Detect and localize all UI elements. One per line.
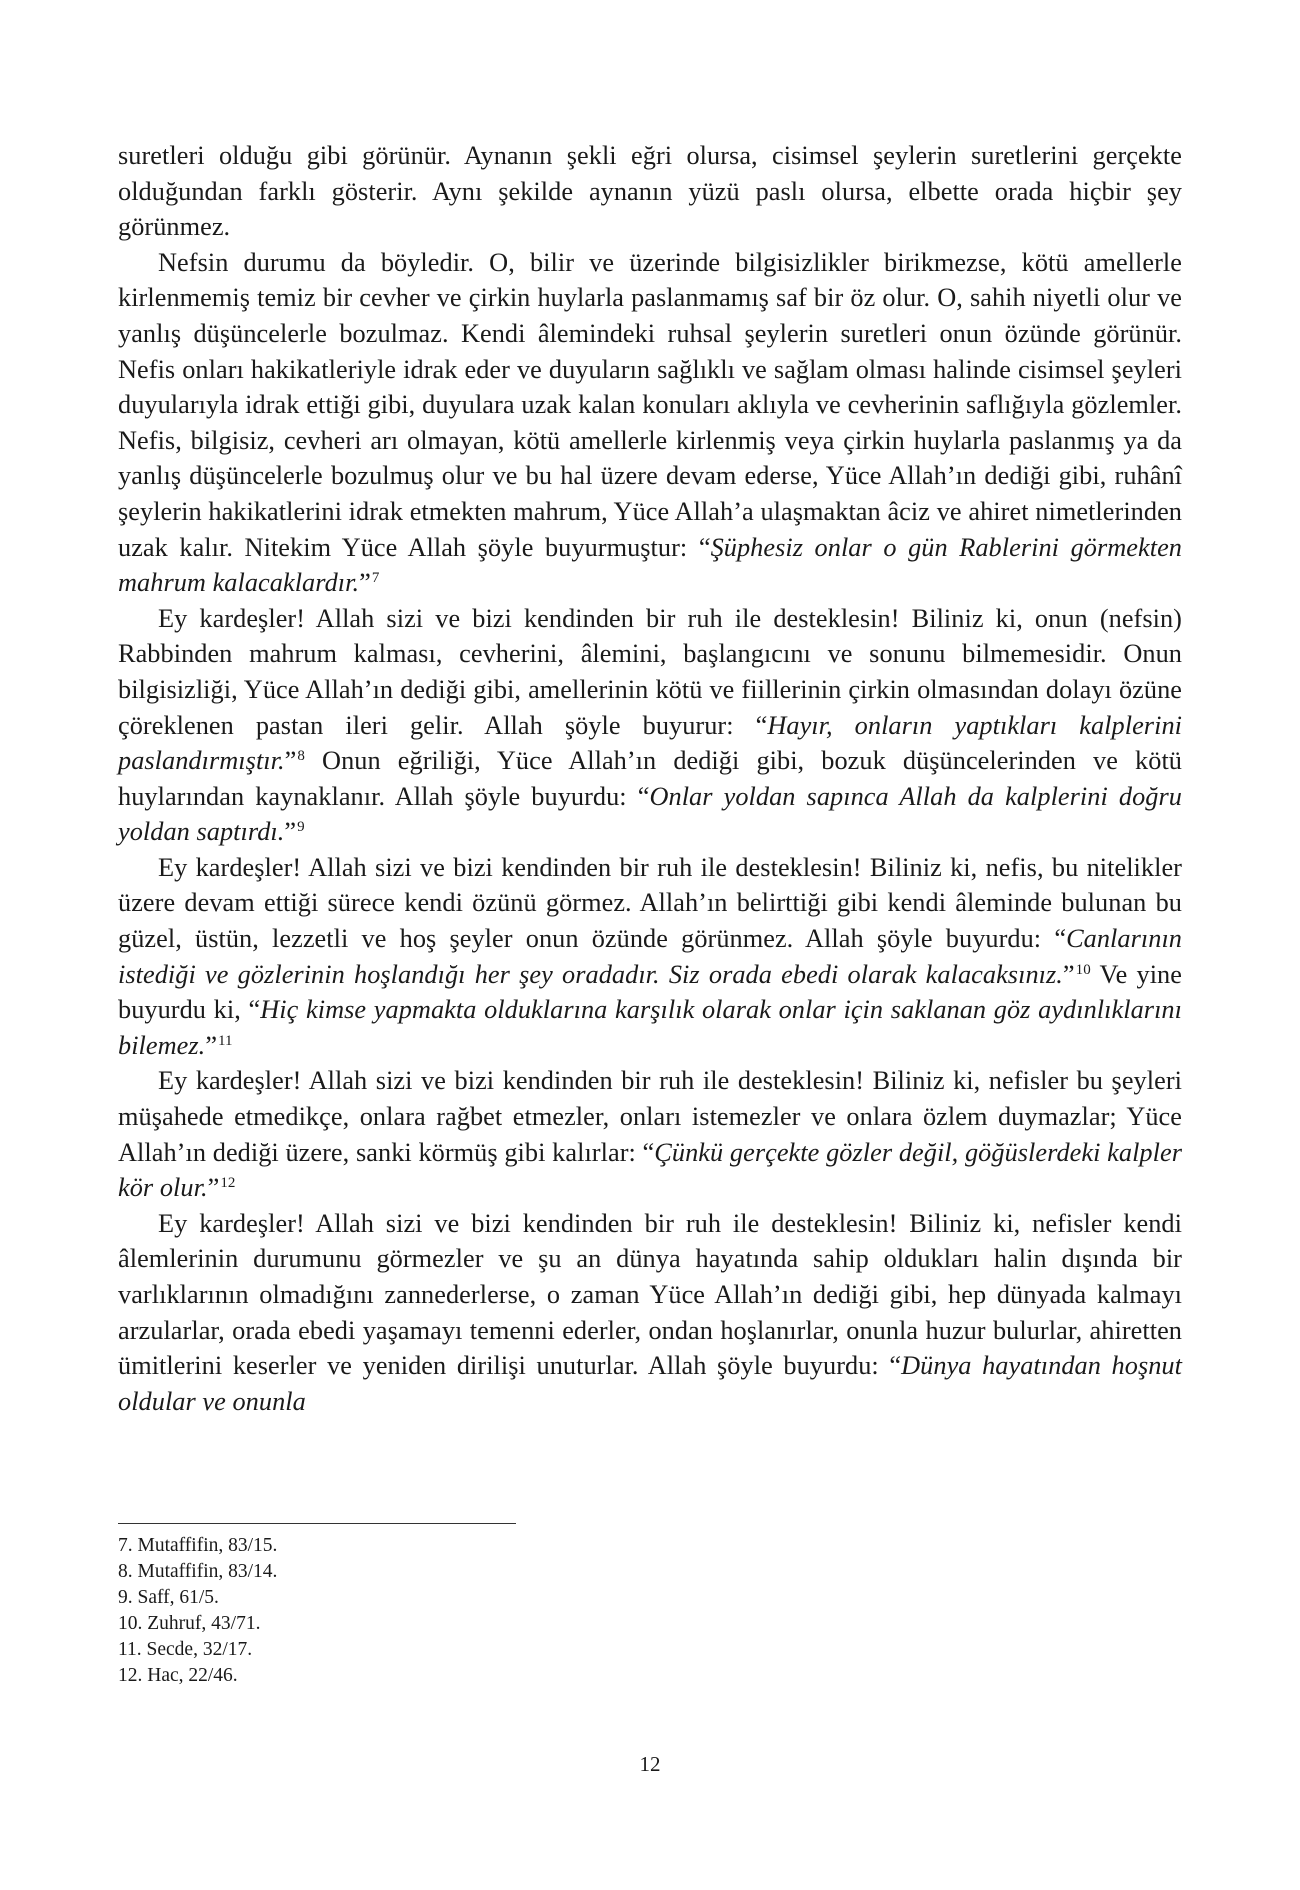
paragraph [118,245,1182,601]
footnote-ref: 11 [218,1032,233,1049]
footnote-divider [118,1523,516,1524]
text-run: Onun eğriliği, Yüce Allah’ın dediği gibi, bozuk düşüncelerinden ve kötü huylarından kaynaklanır. Allah şöyle buyurdu: “ [118,746,1182,811]
paragraph [118,850,1182,1064]
footnotes [118,1533,818,1690]
text-run: ” [1062,959,1075,989]
text-run: Ey kardeşler! Allah sizi ve bizi kendinden bir ruh ile desteklesin! Biliniz ki, nefis, bu nitelikler üzere devam ettiği sürece kendi özünü görmez. Allah’ın belirttiği gibi kendi âleminde bulunan bu güzel, üstün, lezzetli ve hoş şeyler onun özünde görünmez. Allah şöyle buyurdu: “ [118,852,1182,954]
paragraph [118,138,1182,245]
footnote: 8. Mutaffifin, 83/14. [118,1561,278,1583]
paragraph [118,601,1182,850]
footnote-ref: 12 [220,1175,236,1192]
page-number: 12 [639,1752,661,1776]
quote-text: Şüphesiz onlar o gün Rablerini görmekten mahrum kalacaklardır. [118,532,1183,598]
quote-text: Canlarının istediği ve gözlerinin hoşlandığı her şey oradadır. Siz orada ebedi olarak kalacaksınız. [118,924,1182,989]
footnote: 11. Secde, 32/17. [118,1639,253,1661]
text-run: Nefsin durumu da böyledir. O, bilir ve üzerinde bilgisizlikler birikmezse, kötü amellerle kirlenmemiş temiz bir cevher ve çirkin huylarla paslanmamış saf bir öz olur. O, sahih niyetli olur ve yanlış düşüncelerle bozulmaz. Kendi âlemindeki ruhsal şeylerin suretleri onun özünde görünür. Nefis onları hakikatleriyle idrak eder ve duyuların sağlıklı ve sağlam olması halinde cisimsel şeyleri duyularıyla idrak ettiği gibi, duyulara uzak kalan konuları aklıyla ve cevherinin saflığıyla gözlemler. Nefis, bilgisiz, cevheri arı olmayan, kötü amellerle kirlenmiş veya çirkin huylarla paslanmış ya da yanlış düşüncelerle bozulmuş olur ve bu hal üzere devam ederse, Yüce Allah’ın dediği gibi, ruhânî şeylerin hakikatlerini idrak etmekten mahrum, Yüce Allah’a ulaşmaktan âciz ve ahiret nimetlerinden uzak kalır. Nitekim Yüce Allah şöyle buyurmuştur: “ [118,247,1182,562]
paragraph [118,1206,1182,1420]
text-run: Ey kardeşler! Allah sizi ve bizi kendinden bir ruh ile desteklesin! Biliniz ki, onun (nefsin) Rabbinden mahrum kalması, cevherini, âlemini, başlangıcını ve sonunu bilmemesidir. Onun bilgisizliği, Yüce Allah’ın dediği gibi, amellerinin kötü ve fiillerinin çirkin olmasından dolayı özüne çöreklenen pastan ileri gelir. Allah şöyle buyurur: “ [118,603,1182,740]
footnote: 9. Saff, 61/5. [118,1587,219,1609]
text-run: ” [284,746,297,776]
text-run: Ve yine buyurdu ki, “ [118,959,1182,1025]
footnote-ref: 8 [297,748,305,765]
footnote-ref: 10 [1075,961,1091,978]
text-run: Ey kardeşler! Allah sizi ve bizi kendinden bir ruh ile desteklesin! Biliniz ki, nefisler kendi âlemlerinin durumunu görmezler ve şu an dünya hayatında sahip oldukları halin dışında bir varlıklarının olmadığını zannederlerse, o zaman Yüce Allah’ın dediği gibi, hep dünyada kalmayı arzularlar, orada ebedi yaşamayı temenni ederler, ondan hoşlanırlar, onunla huzur bulurlar, ahiretten ümitlerini keserler ve yeniden dirilişi unuturlar. Allah şöyle buyurdu: “ [118,1208,1182,1381]
footnote-ref: 9 [297,819,305,836]
footnote: 10. Zuhruf, 43/71. [118,1613,261,1635]
text-run: ” [205,1030,218,1060]
footnote-ref: 7 [371,570,380,587]
main-text [118,138,1182,1419]
quote-text: Dünya hayatından hoşnut oldular ve onunla [118,1351,1182,1416]
text-run: Ey kardeşler! Allah sizi ve bizi kendinden bir ruh ile desteklesin! Biliniz ki, nefisler bu şeyleri müşahede etmedikçe, onlara rağbet etmezler, onları istemezler ve onlara özlem duymazlar; Yüce Allah’ın dediği üzere, sanki körmüş gibi kalırlar: “ [118,1066,1182,1167]
quote-text: Hayır, onların yaptıkları kalplerini paslandırmıştır. [118,710,1182,776]
quote-text: Çünkü gerçekte gözler değil, göğüslerdeki kalpler kör olur. [118,1137,1182,1203]
paragraph [118,1063,1182,1205]
quote-text: Hiç kimse yapmakta olduklarına karşılık olarak onlar için saklanan göz aydınlıklarını bilemez. [118,995,1182,1060]
text-run: ” [284,817,297,847]
footnote: 12. Hac, 22/46. [118,1665,238,1687]
text-run: ” [207,1173,220,1203]
quote-text: Onlar yoldan sapınca Allah da kalplerini doğru yoldan saptırdı. [118,781,1182,847]
text-run: ” [359,568,371,598]
footnote: 7. Mutaffifin, 83/15. [118,1535,278,1556]
text-run: suretleri olduğu gibi görünür. Aynanın şekli eğri olursa, cisimsel şeylerin suretlerini gerçekte olduğundan farklı gösterir. Aynı şekilde aynanın yüzü paslı olursa, elbette orada hiçbir şey görünmez. [118,141,1182,242]
page-body [118,138,1182,1419]
